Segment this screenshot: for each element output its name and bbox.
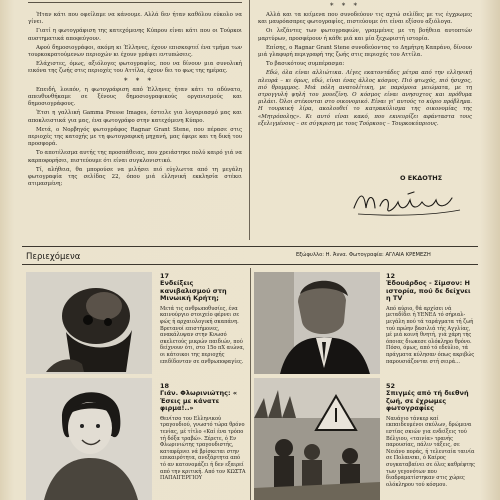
editorial-right-column xyxy=(258,12,472,130)
editorial-paragraph: Το αποτέλεσμα αυτής της προσπάθειας, που χρειάστηκε πολύ καιρό γιά να καρποφορήσει, πιστεύουμε ότι είναι συγκλονιστικό. xyxy=(28,150,242,164)
editorial-paragraph: Αλλά και τα κείμενα που συνοδεύουν τις αχτώ σελίδες με τις έγχρωμες και μαυρόασπρες φωτογραφίες, πιστεύουμε ότι είναι εξίσου αξιόλογα. xyxy=(258,12,472,26)
entry-page-number: 52 xyxy=(386,382,396,390)
publisher-label: Ο ΕΚΔΟΤΗΣ xyxy=(400,174,443,182)
entry-title: Έδουάρδος - Σίμσον: Η ιστορία, πού δε δείχνει η TV xyxy=(386,279,471,303)
editorial-paragraph: Επειδή, λοιπόν, η φωτογράφιση από Έλληνες ήταν κάτι το αδύνατο, απευθυνθήκαμε σε ξένους δημοσιογραφικούς οργανισμούς και δημοσιογράφους. xyxy=(28,86,242,108)
entry-summary: Ναυάγιο τάνκερ καί εκπαιδευμένοι σκύλων, δρώμενα εστίας σκιών για ενδείξεις τού Βέλγιου, «ταινία» τρανής παρουσίας, πάλιν τάξεις, σε Νειάνο ποράς, ή τελευταία ταινία σε Πολανσκι, ό Καίρος συγκαταβαίνει σε όλες καθρέφτης των γεγονότων που διαδραματίστηκαν στις χώρες ολόκληρου τού κόσμου. xyxy=(386,415,475,488)
publisher-signature xyxy=(348,186,468,220)
section-stars: * * * xyxy=(124,76,154,85)
column-gutter xyxy=(249,0,250,240)
editorial-paragraph: Αφού δημοσιογράφοι, ακόμη κι Έλληνες, έχουν επισκεφτεί ένα τμήμα των τουρκοκρατούμενων περιοχών κι έχουν γράψει εντυπώσεις. xyxy=(28,44,242,59)
entry-title: Γιάν. Φλωρινιώτης: « Έσεις με κάνατε φιρμα!..» xyxy=(160,389,238,413)
entry-page-number: 17 xyxy=(160,272,170,280)
entry-page-number: 12 xyxy=(386,272,396,280)
editorial-paragraph: Ελάχιστες, όμως, αξιόλογες φωτογραφίες, που να δίνουν μια συνολική εικόνα της ζωής στις περιοχές του Αττίλα, έχουν δει το φως της ημέρας. xyxy=(28,61,242,75)
entry-title: Ενδείξεις κανιβαλισμού στη Μινωική Κρήτη; xyxy=(160,279,227,303)
contents-entry[interactable] xyxy=(160,382,246,482)
contents-title: Περιεχόμενα xyxy=(26,252,81,262)
editorial-paragraph: Οι λεζάντες των φωτογραφιών, γραμμένες με τη βοήθεια αυτοπτών μαρτύρων, προσφέρουν ή κάθε μιά και μία ξεχωριστή ιστορία. xyxy=(258,28,472,42)
entry-page-number: 18 xyxy=(160,382,170,390)
contents-entry[interactable] xyxy=(386,272,476,365)
editorial-paragraph: Γιατί η φωτογράφιση της κατεχόμενης Κύπρου είναι κάτι που οι Τούρκοι αυστηματικά αποφεύγουν. xyxy=(28,28,242,42)
editorial-paragraph: Μετά, ο Νορβηγός φωτογράφος Ragnar Grant Stene, που πέρασε στις περιοχές της κατοχής με τη φωτογραφική μηχανή, μας έφερε και τη δική του προσφορά. xyxy=(28,126,242,148)
top-divider-left xyxy=(28,2,242,3)
entry-summary: Μετά τις ανθρωποθυσίες, ένα καινούργιο στοιχείο φέρνει σε φώς ή αρχαιολογική σκαπάνη. Βρετανοί επιστήμονες, ανακάλυψαν στην Κνωσό σκελετούς μικρών παιδιών, πού δείχνουν ότι, στο 15ο πΧ αιώνα, οι κάτοικοι της περιοχής επιδίδονταν σε ανθρωποφαγίες. xyxy=(160,305,245,365)
editorial-paragraph: Ήταν κάτι που οφείλαμε να κάνουμε. Αλλά δεν ήταν καθόλου εύκολο να γίνει. xyxy=(28,12,242,26)
edward-portrait-photo xyxy=(254,272,380,374)
cover-credits: Εξώφυλλο: Η. Άννα. Φωτογραφία: ΑΓΛΑΙΑ ΚΡΕΜΕΖΗ xyxy=(296,252,431,258)
editorial-paragraph: Τί, αλήθεια, θα μπορούσε να μιλήσει πιό εύγλωττα από τη μεγάλη φωτογραφία της σελίδας 22, όπου μιά ελληνική εκκλησία στέκει ατιμασμένη; xyxy=(28,166,242,188)
editorial-left-column xyxy=(28,12,242,190)
top-stars: * * * xyxy=(330,2,360,10)
editorial-paragraph: Επίσης, ο Ragnar Grant Stene συνοδεύοντας το Δημήτρη Καπράνο, δίνουν μιά γλαφυρή περιγραφή της ζωής στις περιοχές του Αττίλα. xyxy=(258,44,472,59)
contents-entry[interactable] xyxy=(160,272,246,365)
editorial-paragraph: Έτσι η γαλλική Gamma Presse Images, έστειλε για λογαριασμό μας και αποκλειστικά για μας, ένα φωτογράφο στην κατεχόμενη Κύπρο. xyxy=(28,110,242,124)
editorial-quote: Εδώ, όλα είναι αλλιώτικα. Λίγες εκατοντάδες μέτρα από την ελληνική πλευρά – κι όμως, εδώ, είναι ένας άλλος κόσμος. Πιό φτωχός, πιό ήσυχος, πιό θρυμμμος. Μιά πόλη ανατολίτικη, με παρόμοια μειώματα, με τη στρογγυλή ψηλή του μουεζίνη. Ο κόσμος είναι ανησυχτος και πρόθυμα μιλάει. Όλοι στέκονται στο οικονομικό. Είναι γι' αυτούς το κύριο πρόβλημα. Η τουρκική λίρα, ακολουθεί το κατρακύλισμα της οικονομίας της «Μητρόπολης». Κι αυτό είναι κακό, που εκνευρίζει αφάνταστα τους εξελιγμένους – σε σύγκριση με τους Τούρκους – Τουρκοκύπριους. xyxy=(258,70,472,127)
singer-portrait-photo xyxy=(26,378,152,500)
contents-gutter xyxy=(250,268,251,500)
contents-top-rule xyxy=(22,246,478,247)
minoan-skull-photo xyxy=(26,272,152,374)
entry-summary: Από αύριο, θά αρχίσει νά μεταδίδει ή ΥΕΝΕΔ τό σήριαλ-μεγάλη πού τά ταράγματα τή ζωή τού πρώην βασιλιά τής Αγγλίας, μέ μιά κοινή θνητή, γιά χάρη τής όποιας διωκεσε ολόκληρο θρόνο. Πόσο, όμως, από τό εδεύλιο, τά πράγματα κύλησαν όπως ακριβώς παρουσιάζονται στή σειρά... xyxy=(386,305,475,365)
world-events-photo xyxy=(254,378,380,500)
contents-entry[interactable] xyxy=(386,382,476,488)
editorial-paragraph: Το βασικότους συμπέρασμα: xyxy=(266,61,345,68)
entry-title: Σπιγμές από τή διεθνή ζωή, σε έχρωμες φωτογραφίες xyxy=(386,389,469,413)
entry-summary: Θενίτσο του Ελληνικού τραγουδιού, γνωστό τώρα θρόνο τενίας, μέ τίτλο «Καί ένα τρόπο τή δόξα τραβώ». Ξέρετε, ό Εν Φλωρινιώτης τραγουδιστής, καταφέρνει νά βρίσκεται στην επικαιρότητα, ανεξάρτητα από τό αν κατονομάζει ή δεν εξαιρεί από την κριτική. Από τον ΚΩΣΤΑ ΠΑΠΑΙΓΕΡΓΙΟΥ xyxy=(160,415,246,482)
contents-header-rule xyxy=(22,264,478,265)
